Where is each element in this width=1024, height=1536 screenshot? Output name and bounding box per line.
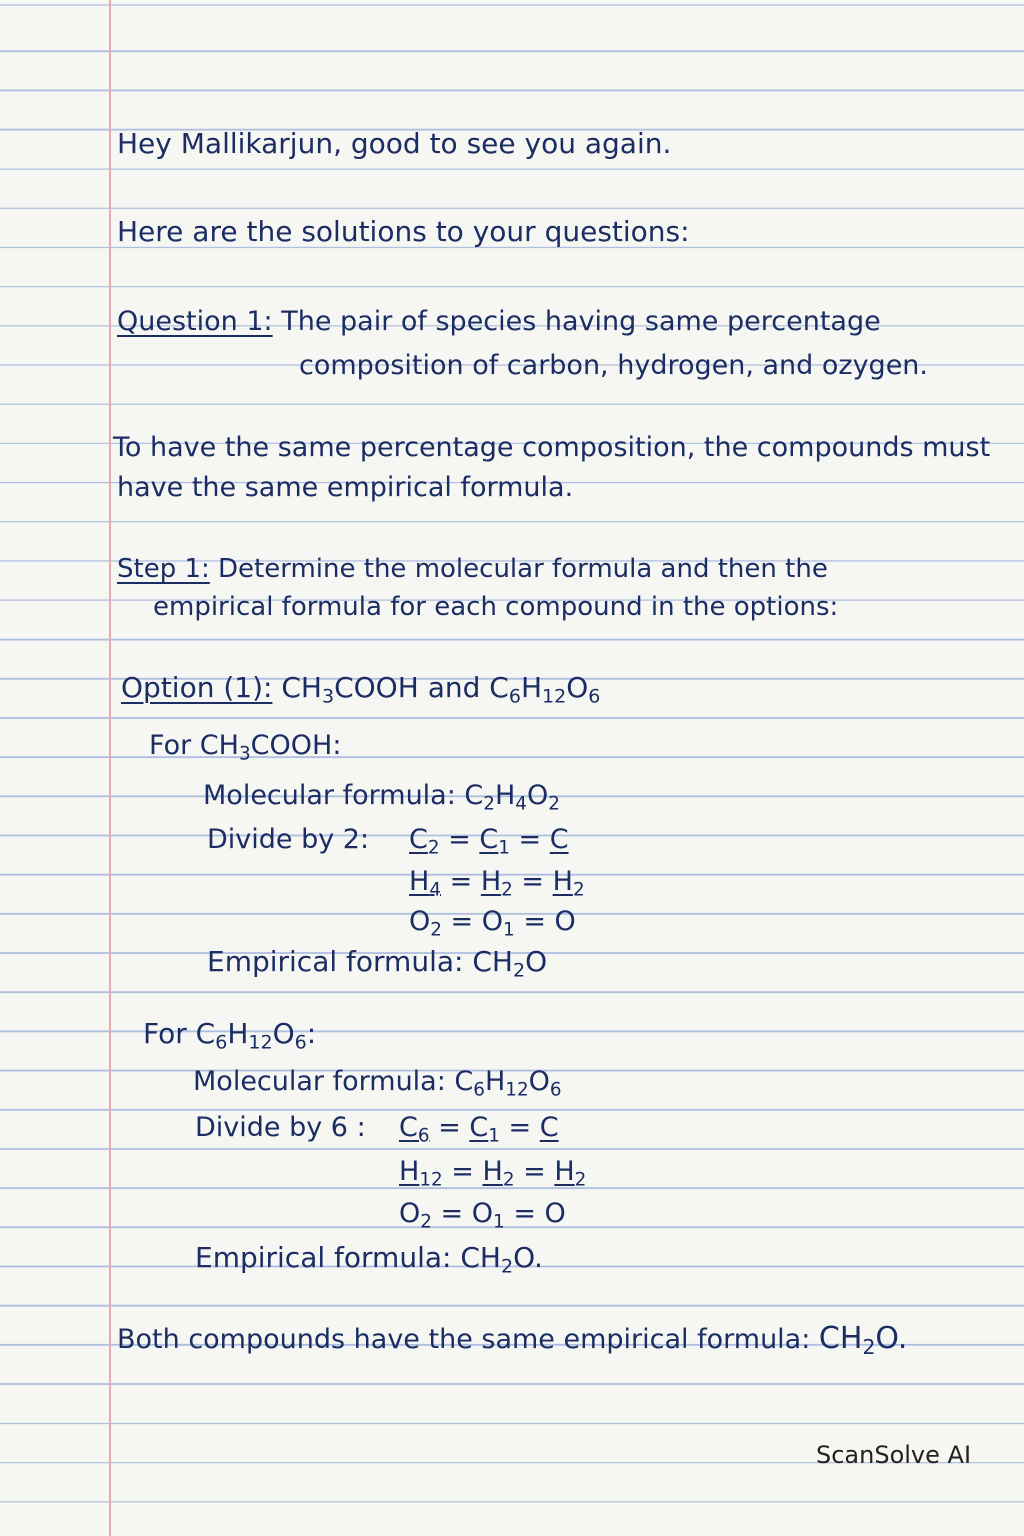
option-1 [121,671,601,708]
option-1-formula-a: $CH_3COOH$ [281,671,419,708]
step-1-label: Step 1: [117,554,210,584]
question-1-line-2: composition of carbon, hydrogen, and ozygen. [299,350,929,381]
step-1-text: Determine the molecular formula and then the [218,554,828,584]
question-1-label: Question 1: [117,306,273,337]
question-1 [117,308,881,335]
conclusion: Both compounds have the same empirical formula: $CH_2O$. [117,1321,908,1360]
intro: Here are the solutions to your questions: [117,215,690,248]
compound-a-carbon-row: $C_2 = C_1 = C$ [409,824,569,859]
explanation-line-2: have the same empirical formula. [117,472,574,503]
step-1-line-2: empirical formula for each compound in the options: [153,592,839,622]
compound-a-molecular: Molecular formula: $C_2H_4O_2$ [203,780,560,815]
compound-a-heading: For $CH_3COOH$: [149,730,342,765]
compound-b-formula: $C_6H_{12}O_6$ [195,1017,307,1054]
option-1-formula-b: $C_6H_{12}O_6$ [489,671,601,708]
compound-b-carbon-row: $C_6 = C_1 = C$ [399,1112,559,1147]
compound-b-empirical: Empirical formula: $CH_2O$. [195,1241,543,1278]
option-1-and: and [427,671,481,704]
compound-a-oxygen-row: $O_2 = O_1 = O$ [409,906,576,941]
conclusion-formula: $CH_2O$. [818,1321,908,1360]
compound-a-hydrogen-row: $H_4 = H_2 = H_2$ [409,866,585,901]
margin-line [109,0,111,1536]
compound-b-divide-label: Divide by 6 : [195,1112,366,1143]
compound-a-empirical: Empirical formula: $CH_2O$ [207,945,548,982]
compound-b-empirical-formula: $CH_2O$. [460,1241,543,1278]
compound-b-hydrogen-row: $H_{12} = H_2 = H_2$ [399,1156,587,1191]
compound-b-molecular: Molecular formula: $C_6H_{12}O_6$ [193,1066,562,1101]
compound-a-empirical-formula: $CH_2O$ [472,945,548,982]
compound-a-divide-label: Divide by 2: [207,824,370,855]
compound-a-formula: $CH_3COOH$ [199,730,333,765]
watermark: ScanSolve AI [816,1441,972,1469]
compound-b-molecular-formula: $C_6H_{12}O_6$ [454,1066,562,1101]
explanation-line-1: To have the same percentage composition, the compounds must [113,432,991,463]
compound-b-oxygen-row: $O_2 = O_1 = O$ [399,1198,566,1233]
compound-b-heading: For $C_6H_{12}O_6$: [143,1017,317,1054]
option-1-label: Option (1): [121,671,273,704]
greeting: Hey Mallikarjun, good to see you again. [117,127,672,160]
question-1-text: The pair of species having same percentage [281,306,881,337]
compound-a-molecular-formula: $C_2H_4O_2$ [464,780,560,815]
step-1 [117,556,828,582]
